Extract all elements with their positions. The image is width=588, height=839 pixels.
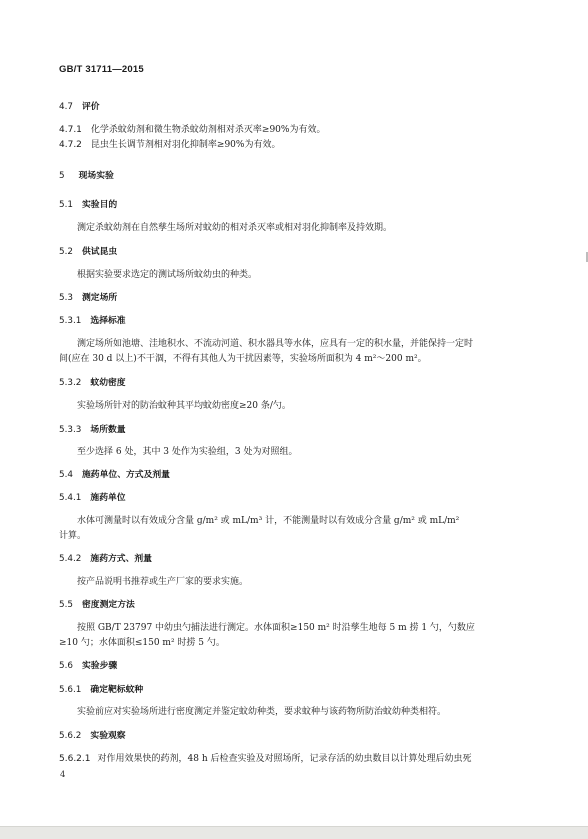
section-title: 施药单位、方式及剂量 [82,470,170,480]
section-title: 实验目的 [82,200,118,210]
paragraph-5-3-1-line1: 测定场所如池塘、洼地积水、不流动河道、积水器具等水体，应具有一定的积水量，并能保持一定时 [77,339,474,349]
section-title: 蚊幼密度 [90,378,126,388]
clause-text: 昆虫生长调节剂相对羽化抑制率≥90%为有效。 [90,140,281,150]
heading-5-6-2 [59,730,126,742]
heading-5-3 [59,292,117,304]
clause-4-7-2 [59,139,280,151]
paragraph-5-5-line2: ≥10 勺；水体面积≤150 m² 时捞 5 勺。 [59,638,225,648]
heading-4-7 [59,101,100,113]
section-title: 场所数量 [90,425,126,435]
heading-5-6-1 [59,684,143,696]
clause-text: 化学杀蚊幼剂和微生物杀蚊幼剂相对杀灭率≥90%为有效。 [90,125,326,135]
paragraph-5-4-2: 按产品说明书推荐或生产厂家的要求实施。 [77,577,249,587]
section-number: 4.7 [59,102,73,112]
page-bottom-band [0,826,588,839]
section-number: 5.6.1 [59,685,82,695]
paragraph-5-2: 根据实验要求选定的测试场所蚊幼虫的种类。 [77,270,258,280]
section-number: 5.6.2 [59,731,82,741]
section-title: 施药方式、剂量 [90,554,152,564]
heading-5-3-2 [59,377,126,389]
section-title: 测定场所 [82,293,118,303]
heading-5-3-3 [59,424,126,436]
section-number: 5.2 [59,247,73,257]
heading-5-4-2 [59,553,152,565]
section-title: 施药单位 [90,493,126,503]
standard-code-header: GB/T 31711—2015 [59,64,144,75]
paragraph-5-3-2: 实验场所针对的防治蚊种其平均蚊幼密度≥20 条/勺。 [77,401,291,411]
paragraph-5-1: 测定杀蚊幼剂在自然孳生场所对蚊幼的相对杀灭率或相对羽化抑制率及持效期。 [77,223,393,233]
heading-5-4 [59,469,170,481]
paragraph-5-3-1-line2: 间(应在 30 d 以上)不干涸，不得有其他人为干扰因素等，实验场所面积为 4 m²～200 m²。 [59,354,427,364]
section-title: 选择标准 [90,316,126,326]
section-number: 5.3.2 [59,378,82,388]
section-title: 评价 [82,102,100,112]
page-number: 4 [60,770,66,780]
paragraph-5-4-1-line1: 水体可测量时以有效成分含量 g/m² 或 mL/m³ 计，不能测量时以有效成分含量 g/m² 或 mL/m² [77,516,460,526]
paragraph-5-3-3: 至少选择 6 处，其中 3 处作为实验组，3 处为对照组。 [77,447,298,457]
clause-text: 对作用效果快的药剂，48 h 后检查实验及对照场所，记录存活的幼虫数目以计算处理后幼虫死 [97,754,472,764]
clause-5-6-2-1 [59,753,471,765]
section-number: 5 [59,171,65,181]
section-number: 5.5 [59,600,73,610]
section-number: 5.3.3 [59,425,82,435]
section-number: 5.4 [59,470,73,480]
section-number: 5.1 [59,200,73,210]
heading-5-5 [59,599,135,611]
section-title: 实验步骤 [82,661,118,671]
paragraph-5-6-1: 实验前应对实验场所进行密度测定并鉴定蚊幼种类，要求蚊种与该药物所防治蚊幼种类相符。 [77,707,447,717]
heading-5-2 [59,246,117,258]
section-title: 供试昆虫 [82,247,118,257]
section-title: 密度测定方法 [82,600,135,610]
section-title: 确定靶标蚊种 [90,685,144,695]
heading-5-3-1 [59,315,126,327]
heading-5-6 [59,660,117,672]
section-number: 5.3 [59,293,73,303]
clause-4-7-1 [59,124,325,136]
clause-number: 5.6.2.1 [59,754,91,764]
heading-5 [59,170,114,182]
section-title: 实验观察 [90,731,126,741]
heading-5-1 [59,199,117,211]
heading-5-4-1 [59,492,126,504]
section-number: 5.6 [59,661,73,671]
paragraph-5-4-1-line2: 计算。 [59,531,87,541]
section-number: 5.4.2 [59,554,82,564]
paragraph-5-5-line1: 按照 GB/T 23797 中幼虫勺捕法进行测定。水体面积≥150 m² 时沿孳生地每 5 m 捞 1 勺，勺数应 [77,623,475,633]
clause-number: 4.7.1 [59,125,82,135]
section-number: 5.4.1 [59,493,82,503]
section-title: 现场实验 [78,171,114,181]
section-number: 5.3.1 [59,316,82,326]
clause-number: 4.7.2 [59,140,82,150]
page-edge-mark [582,252,588,262]
